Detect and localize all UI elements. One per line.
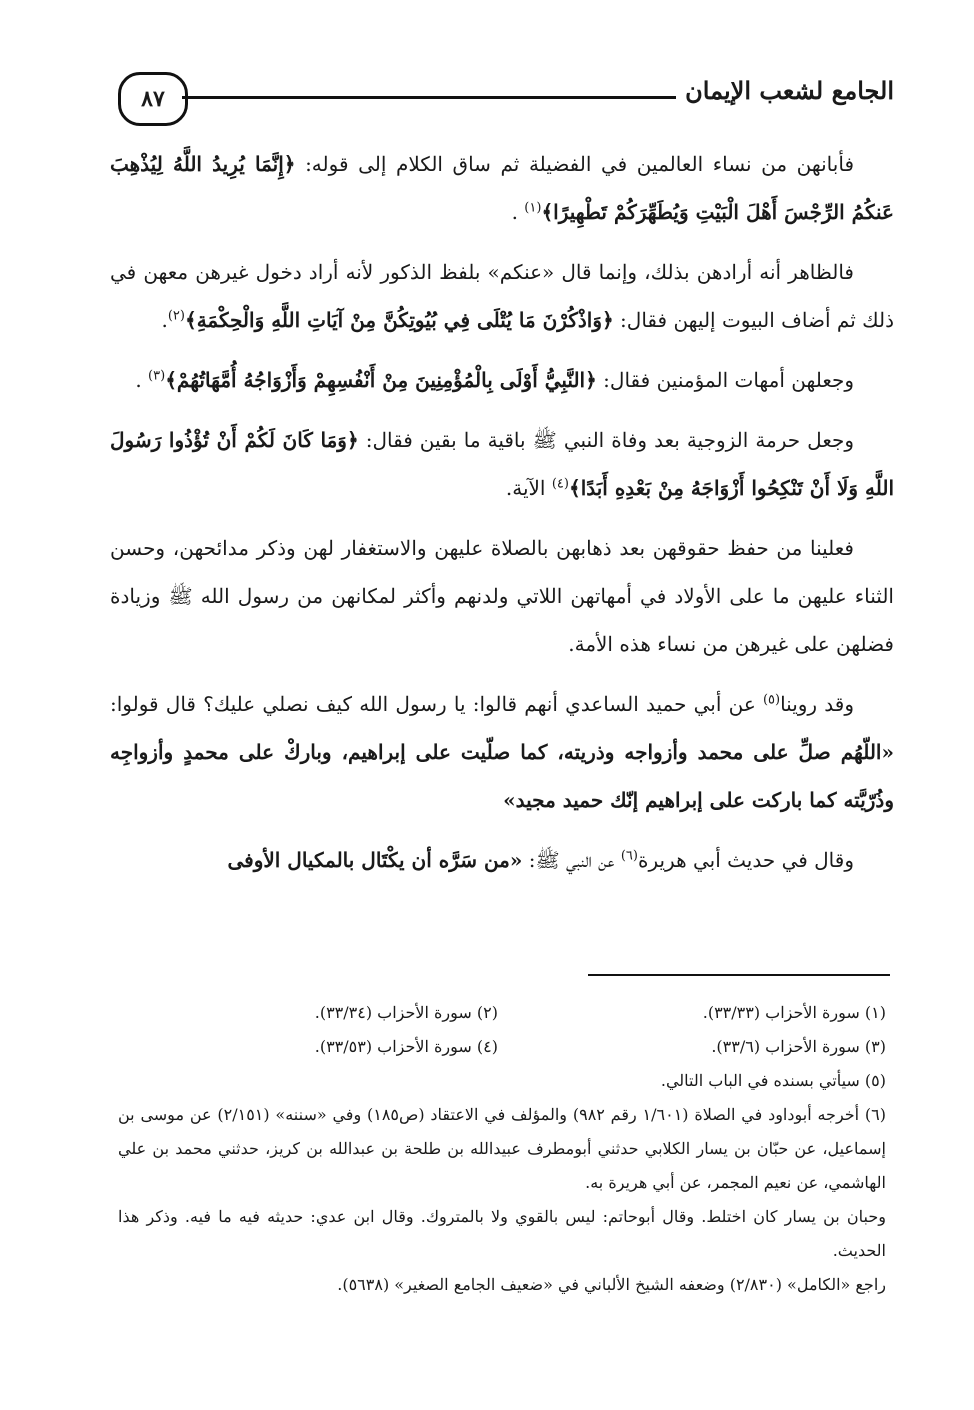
paragraph: وقد روينا$^{(٥)}$ عن أبي حميد الساعدي أنهم قالوا: يا رسول الله كيف نصلي عليك؟ قال قولوا: «اللّهُم صلِّ على محمد وأزواجه وذريته، كما صلّيت على إبراهيم، وباركْ على محمدٍ وأزواجِه وذُرّيَّته كما باركت على إبراهيم إنّك حميد مجيد» xyxy=(110,692,894,812)
footnote-separator xyxy=(588,974,890,976)
footnotes xyxy=(118,996,894,1302)
footnote-5: (٥) سيأتي بسنده في الباب التالي. xyxy=(660,1071,886,1090)
footnote-row xyxy=(118,1030,894,1064)
main-text xyxy=(110,140,894,896)
page-header xyxy=(118,70,894,128)
footnote-2: (٢) سورة الأحزاب (٣٣/٣٤). xyxy=(314,1003,498,1022)
footnote-ref: (٦) xyxy=(620,848,638,864)
paragraph: فعلينا من حفظ حقوقهن بعد ذهابهن بالصلاة عليهن والاستغفار لهن وذكر مدائحهن، وحسن الثناء عليهن ما على الأولاد في أمهاتهن اللاتي ولدنهم وأكثر لمكانهن من رسول الله ﷺ وزيادة فضلهن على غيرهن من نساء هذه الأمة. xyxy=(110,536,894,656)
footnote-1: (١) سورة الأحزاب (٣٣/٣٣). xyxy=(702,1003,886,1022)
quran-verse: ﴿وَمَا كَانَ لَكُمْ أَنْ تُؤْذُوا رَسُولَ اللَّهِ وَلَا أَنْ تَنْكِحُوا أَزْوَاجَهُ مِنْ بَعْدِهِ أَبَدًا﴾ xyxy=(110,428,894,500)
footnote-ref: (٤) xyxy=(551,476,569,492)
quran-verse: ﴿النَّبِيُّ أَوْلَى بِالْمُؤْمِنِينَ مِنْ أَنْفُسِهِمْ وَأَزْوَاجُهُ أُمَّهَاتُهُمْ﴾ xyxy=(165,368,597,392)
footnote-ref: (٥) xyxy=(762,692,781,708)
paragraph: وجعلهن أمهات المؤمنين فقال: ﴿النَّبِيُّ أَوْلَى بِالْمُؤْمِنِينَ مِنْ أَنْفُسِهِمْ وَأَزْوَاجُهُ أُمَّهَاتُهُمْ﴾$^{(٣)}$ . xyxy=(135,368,854,392)
footnote-6: (٦) أخرجه أبوداود في الصلاة (١/٦٠١ رقم ٩٨٢) والمؤلف في الاعتقاد (ص١٨٥) وفي «سننه» (٢/١٥١) عن موسى بن إسماعيل، عن حبّان بن يسار الكلابي حدثني أبومطرف عبيدالله بن طلحة بن عبدالله بن كريز، حدثني محمد بن علي الهاشمي، عن نعيم المجمر، عن أبي هريرة به. xyxy=(118,1105,887,1192)
footnote-row xyxy=(118,996,894,1030)
footnote-ref: (٢) xyxy=(167,308,185,324)
footnote-6-continued: وحبان بن يسار كان اختلط. وقال أبوحاتم: ليس بالقوي ولا بالمتروك. وقال ابن عدي: حديثه فيه ما فيه. وذكر هذا الحديث. xyxy=(118,1207,887,1260)
paragraph: فالظاهر أنه أرادهن بذلك، وإنما قال «عنكم» بلفظ الذكور لأنه أراد دخول غيرهن معهن في ذلك ثم أضاف البيوت إليهن فقال: ﴿وَاذْكُرْنَ مَا يُتْلَى فِي بُيُوتِكُنَّ مِنْ آيَاتِ اللَّهِ وَالْحِكْمَةِ﴾$^{(٢)}$. xyxy=(110,260,894,332)
running-title: الجامع لشعب الإيمان xyxy=(685,76,894,105)
paragraph: وقال في حديث أبي هريرة$^{(٦)}$ عن النبي ﷺ: «من سَرَّه أن يكْتَال بالمكيال الأوفى xyxy=(227,848,854,872)
hadith-text: «من سَرَّه أن يكْتَال بالمكيال الأوفى xyxy=(227,848,523,872)
footnote-4: (٤) سورة الأحزاب (٣٣/٥٣). xyxy=(314,1037,498,1056)
footnote-3: (٣) سورة الأحزاب (٣٣/٦). xyxy=(711,1037,886,1056)
paragraph: فأبانهن من نساء العالمين في الفضيلة ثم ساق الكلام إلى قوله: ﴿إِنَّمَا يُرِيدُ اللَّهُ لِيُذْهِبَ عَنكُمُ الرِّجْسَ أَهْلَ الْبَيْتِ وَيُطَهِّرَكُمْ تَطْهِيرًا﴾$^{(١)}$ . xyxy=(110,152,894,224)
page-number: ٨٧ xyxy=(118,72,188,126)
footnote-ref: (٣) xyxy=(148,368,166,384)
quran-verse: ﴿وَاذْكُرْنَ مَا يُتْلَى فِي بُيُوتِكُنَّ مِنْ آيَاتِ اللَّهِ وَالْحِكْمَةِ﴾ xyxy=(184,308,614,332)
hadith-text: «اللّهُم صلِّ على محمد وأزواجه وذريته، كما صلّيت على إبراهيم، وباركْ على محمدٍ وأزواجِه وذُرّيَّته كما باركت على إبراهيم إنّك حميد مجيد» xyxy=(110,740,894,812)
paragraph: وجعل حرمة الزوجية بعد وفاة النبي ﷺ باقية ما بقين فقال: ﴿وَمَا كَانَ لَكُمْ أَنْ تُؤْذُوا رَسُولَ اللَّهِ وَلَا أَنْ تَنْكِحُوا أَزْوَاجَهُ مِنْ بَعْدِهِ أَبَدًا﴾$^{(٤)}$ الآية. xyxy=(110,428,894,500)
footnote-6-reference: راجع «الكامل» (٢/٨٣٠) وضعفه الشيخ الألباني في «ضعيف الجامع الصغير» (٥٦٣٨). xyxy=(337,1275,886,1294)
header-rule xyxy=(182,96,676,99)
footnote-ref: (١) xyxy=(524,200,542,216)
quran-verse: ﴿إِنَّمَا يُرِيدُ اللَّهُ لِيُذْهِبَ عَنكُمُ الرِّجْسَ أَهْلَ الْبَيْتِ وَيُطَهِّرَكُمْ تَطْهِيرًا﴾ xyxy=(110,152,894,224)
